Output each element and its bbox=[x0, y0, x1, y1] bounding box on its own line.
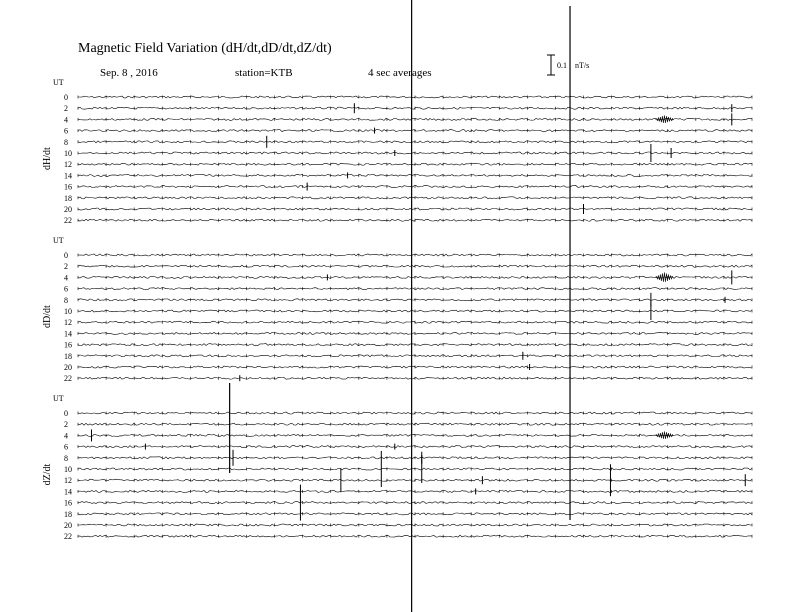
row-label: 22 bbox=[64, 374, 72, 384]
scale-bar-unit: nT/s bbox=[575, 61, 590, 70]
ut-axis-label: UT bbox=[53, 394, 64, 403]
panel-label: dD/dt bbox=[42, 305, 53, 328]
chart-date: Sep. 8 , 2016 bbox=[100, 67, 158, 79]
scale-bar-value: 0.1 bbox=[557, 61, 567, 70]
chart-averaging: 4 sec averages bbox=[368, 67, 432, 79]
row-label: 4 bbox=[64, 273, 68, 283]
row-label: 18 bbox=[64, 351, 72, 361]
chart-station: station=KTB bbox=[235, 67, 293, 79]
burst-mark bbox=[655, 431, 673, 439]
row-label: 4 bbox=[64, 431, 68, 441]
row-label: 10 bbox=[64, 465, 72, 474]
row-label: 8 bbox=[64, 295, 68, 305]
row-label: 2 bbox=[64, 420, 68, 430]
row-label: 8 bbox=[64, 137, 68, 147]
row-label: 22 bbox=[64, 532, 72, 542]
row-label: 10 bbox=[64, 307, 72, 316]
row-label: 0 bbox=[64, 93, 68, 102]
panel-label: dH/dt bbox=[42, 147, 53, 170]
row-label: 0 bbox=[64, 409, 68, 418]
row-label: 16 bbox=[64, 182, 72, 192]
row-label: 8 bbox=[64, 453, 68, 463]
row-label: 20 bbox=[64, 205, 72, 214]
row-label: 6 bbox=[64, 284, 68, 294]
ut-axis-label: UT bbox=[53, 78, 64, 87]
panel-label: dZ/dt bbox=[42, 463, 53, 486]
row-label: 14 bbox=[64, 329, 72, 339]
row-label: 18 bbox=[64, 509, 72, 519]
panel-dz-dt bbox=[42, 394, 752, 541]
row-label: 0 bbox=[64, 251, 68, 260]
row-label: 20 bbox=[64, 521, 72, 530]
row-label: 18 bbox=[64, 193, 72, 203]
row-label: 20 bbox=[64, 363, 72, 372]
panels-group bbox=[42, 0, 752, 612]
row-label: 12 bbox=[64, 476, 72, 486]
row-label: 10 bbox=[64, 149, 72, 158]
row-label: 4 bbox=[64, 115, 68, 125]
chart-title: Magnetic Field Variation (dH/dt,dD/dt,dZ/dt) bbox=[78, 41, 332, 56]
panel-dh-dt bbox=[42, 78, 752, 225]
row-label: 22 bbox=[64, 216, 72, 226]
row-label: 16 bbox=[64, 340, 72, 350]
row-label: 2 bbox=[64, 262, 68, 272]
row-label: 12 bbox=[64, 160, 72, 170]
row-label: 14 bbox=[64, 487, 72, 497]
panel-dd-dt bbox=[42, 236, 752, 383]
row-label: 6 bbox=[64, 126, 68, 136]
row-label: 16 bbox=[64, 498, 72, 508]
row-label: 6 bbox=[64, 442, 68, 452]
ut-axis-label: UT bbox=[53, 236, 64, 245]
scale-bar bbox=[547, 55, 589, 75]
row-label: 2 bbox=[64, 104, 68, 114]
row-label: 14 bbox=[64, 171, 72, 181]
row-label: 12 bbox=[64, 318, 72, 328]
